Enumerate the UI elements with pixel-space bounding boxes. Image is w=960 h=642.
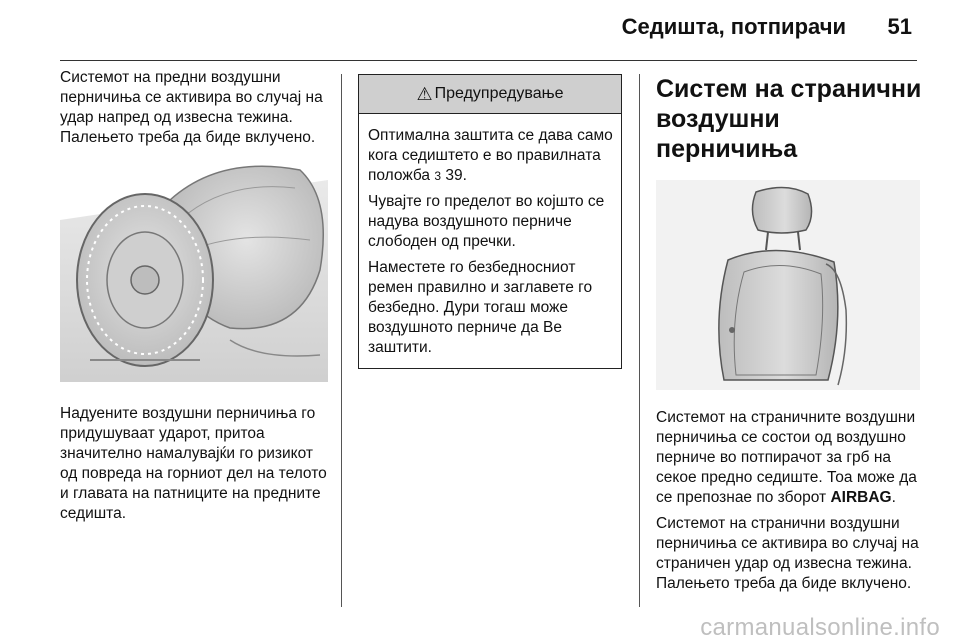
section-title-line-2: воздушни перничиња bbox=[656, 105, 798, 163]
watermark: carmanualsonline.info bbox=[700, 614, 940, 641]
side-airbag-seat-illustration bbox=[656, 180, 920, 390]
warning-header bbox=[359, 75, 621, 114]
airbag-label: AIRBAG bbox=[830, 489, 892, 506]
warning-triangle-icon: ⚠ bbox=[416, 84, 433, 104]
warning-paragraph-2: Чувајте го пределот во којшто се надува воздушното перниче слободен од пречки. bbox=[368, 193, 605, 250]
column-1 bbox=[60, 68, 328, 524]
section-title-line-1: Систем на странични bbox=[656, 75, 922, 103]
column-2 bbox=[358, 68, 622, 369]
warning-body bbox=[359, 114, 621, 368]
sentence-end: . bbox=[891, 489, 896, 506]
warning-box bbox=[358, 74, 622, 369]
front-airbag-illustration bbox=[60, 160, 328, 382]
column-divider-2 bbox=[639, 74, 640, 607]
column-divider-1 bbox=[341, 74, 342, 607]
warning-page-ref: 39. bbox=[445, 167, 467, 184]
column-3 bbox=[656, 68, 926, 594]
warning-p1-text: Оптимална заштита се дава само кога седиштето е во правилната положба bbox=[368, 127, 613, 184]
header-title: Седишта, потпирачи bbox=[621, 14, 846, 39]
section-title bbox=[656, 74, 926, 164]
side-airbag-description bbox=[656, 408, 926, 508]
side-airbag-activation: Системот на странични воздушни перничиња се активира во случај на страничен удар од извесна тежина. Палењето треба да биде вклучено. bbox=[656, 515, 919, 592]
page-number: 51 bbox=[887, 14, 912, 39]
warning-title: Предупредување bbox=[434, 85, 564, 102]
header-rule bbox=[60, 60, 917, 61]
front-airbag-paragraph: Системот на предни воздушни перничиња се активира во случај на удар напред од извесна тежина. Палењето треба да биде вклучено. bbox=[60, 69, 323, 146]
page-ref-arrow-icon: 3 bbox=[434, 169, 442, 183]
warning-paragraph-1 bbox=[368, 126, 613, 186]
airbag-effect-paragraph: Надуените воздушни перничиња го придушуваат ударот, притоа значително намалувајќи го ризикот од повреда на горниот дел на телото и главата на патниците на предните седишта. bbox=[60, 405, 327, 522]
side-airbag-desc-text: Системот на страничните воздушни перничиња се состои од воздушно перниче во потпирачот за грб на секое предно седиште. Тоа може да се препознае по зборот bbox=[656, 409, 917, 506]
warning-paragraph-3: Наместете го безбедносниот ремен правилно и заглавете го безбедно. Дури тогаш може воздушното перниче да Ве заштити. bbox=[368, 259, 593, 356]
